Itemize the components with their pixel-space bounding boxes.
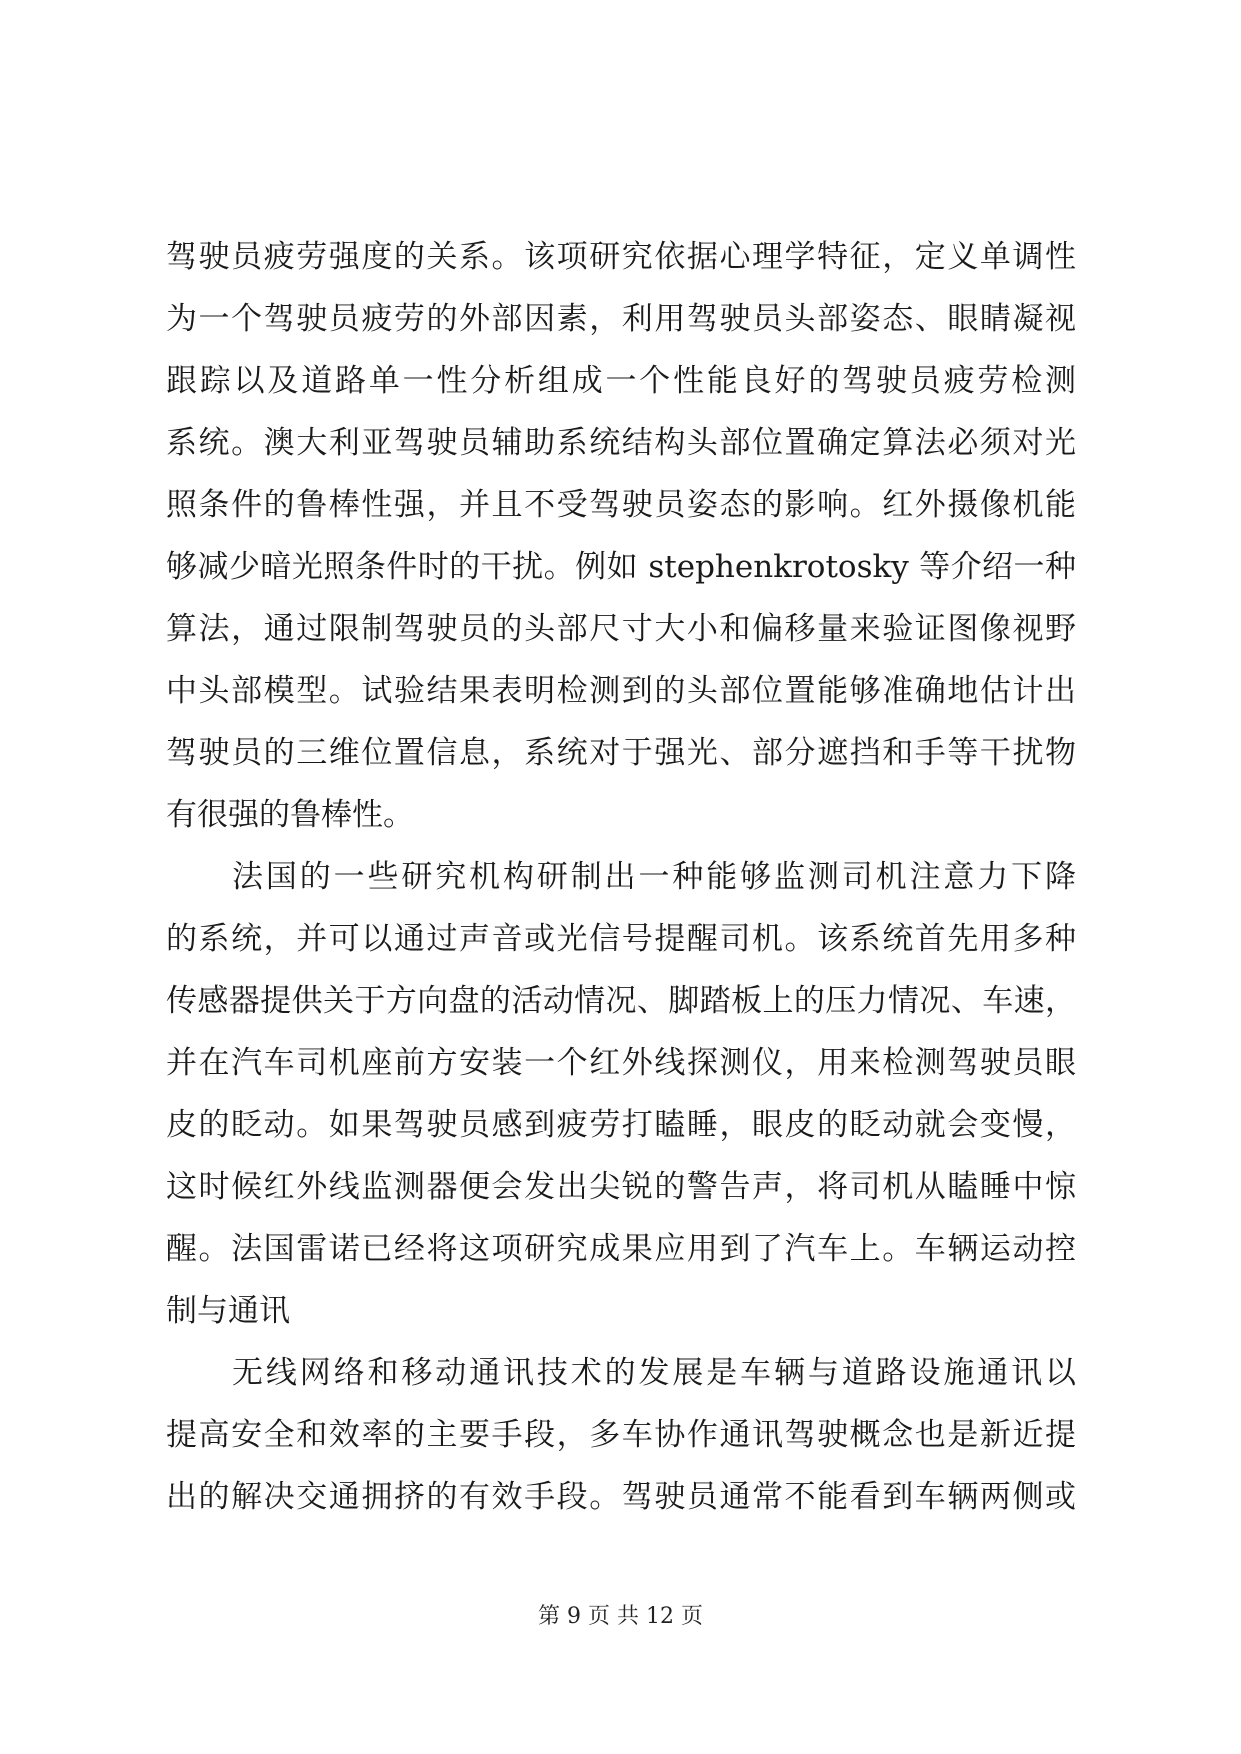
paragraph-1-line-4: 系统。澳大利亚驾驶员辅助系统结构头部位置确定算法必须对光 — [166, 425, 1076, 461]
paragraph-1-line-9: 驾驶员的三维位置信息，系统对于强光、部分遮挡和手等干扰物 — [166, 735, 1076, 771]
paragraph-2-line-2: 的系统，并可以通过声音或光信号提醒司机。该系统首先用多种 — [166, 921, 1076, 957]
paragraph-1-line-3: 跟踪以及道路单一性分析组成一个性能良好的驾驶员疲劳检测 — [166, 363, 1076, 399]
paragraph-1-line-5: 照条件的鲁棒性强，并且不受驾驶员姿态的影响。红外摄像机能 — [166, 487, 1076, 523]
paragraph-3-line-1: 无线网络和移动通讯技术的发展是车辆与道路设施通讯以 — [232, 1355, 1076, 1391]
paragraph-1-line-6: 够减少暗光照条件时的干扰。例如 stephenkrotosky 等介绍一种 — [166, 549, 1076, 585]
paragraph-2-line-8: 制与通讯 — [166, 1293, 290, 1329]
paragraph-2-line-5: 皮的眨动。如果驾驶员感到疲劳打瞌睡，眼皮的眨动就会变慢， — [166, 1107, 1076, 1143]
paragraph-2-line-3: 传感器提供关于方向盘的活动情况、脚踏板上的压力情况、车速， — [166, 983, 1076, 1019]
paragraph-2-line-4: 并在汽车司机座前方安装一个红外线探测仪，用来检测驾驶员眼 — [166, 1045, 1076, 1081]
page-number-footer: 第 9 页 共 12 页 — [538, 1604, 703, 1629]
body-text — [166, 226, 1076, 1528]
paragraph-3-line-2: 提高安全和效率的主要手段，多车协作通讯驾驶概念也是新近提 — [166, 1417, 1076, 1453]
paragraph-2-line-6: 这时候红外线监测器便会发出尖锐的警告声，将司机从瞌睡中惊 — [166, 1169, 1076, 1205]
paragraph-3-line-3: 出的解决交通拥挤的有效手段。驾驶员通常不能看到车辆两侧或 — [166, 1479, 1076, 1515]
paragraph-2-line-1: 法国的一些研究机构研制出一种能够监测司机注意力下降 — [232, 859, 1076, 895]
paragraph-2-line-7: 醒。法国雷诺已经将这项研究成果应用到了汽车上。车辆运动控 — [166, 1231, 1076, 1267]
paragraph-1-line-2: 为一个驾驶员疲劳的外部因素，利用驾驶员头部姿态、眼睛凝视 — [166, 301, 1076, 337]
paragraph-1-line-10: 有很强的鲁棒性。 — [166, 797, 414, 833]
paragraph-1-line-1: 驾驶员疲劳强度的关系。该项研究依据心理学特征，定义单调性 — [166, 239, 1076, 275]
paragraph-1-line-7: 算法，通过限制驾驶员的头部尺寸大小和偏移量来验证图像视野 — [166, 611, 1076, 647]
paragraph-1-line-8: 中头部模型。试验结果表明检测到的头部位置能够准确地估计出 — [166, 673, 1076, 709]
